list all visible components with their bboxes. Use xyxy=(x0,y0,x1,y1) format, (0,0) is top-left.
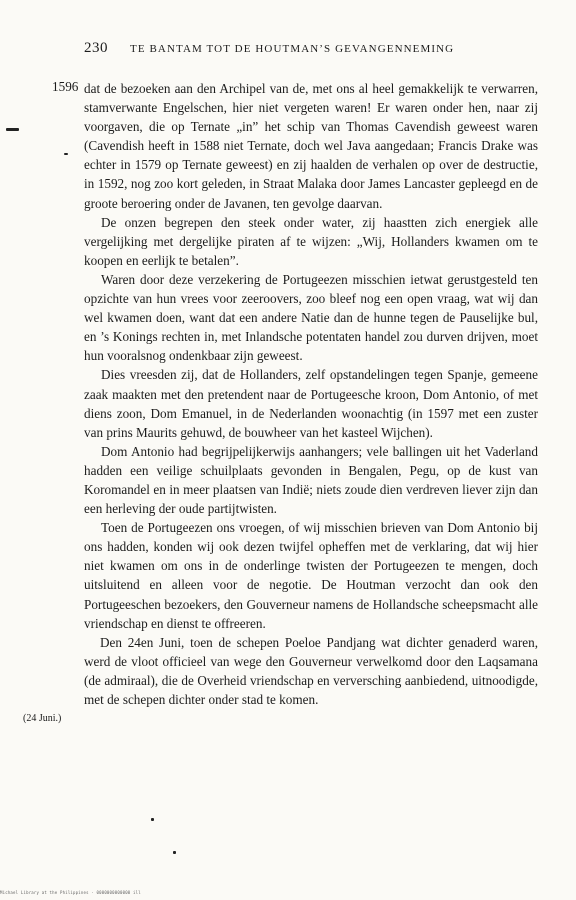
body-text xyxy=(84,79,538,709)
ink-speck xyxy=(151,818,154,821)
paragraph-3: Waren door deze verzekering de Portugeezen misschien ietwat gerustgesteld ten opzichte van hun vrees voor zeeroovers, zoo bleef nog een open vraag, wat wij dan wel kwamen doen, want dat een andere Natie dan de hunne tegen de Pauselijke bul, en ’s Konings rechten in, met Inlandsche potentaten handel zou durven drijven, moet hun vooralsnog ondenkbaar zijn geweest. xyxy=(84,271,538,364)
margin-date-note: (24 Juni.) xyxy=(23,713,62,724)
running-head xyxy=(84,40,524,57)
scan-footer: Michael Library at the Philippines · 0000000000000 ill xyxy=(0,890,141,895)
paragraph-6: Toen de Portugeezen ons vroegen, of wij misschien brieven van Dom Antonio bij ons hadden, konden wij ook dezen twijfel opheffen met de verklaring, dat wij hier niet kwamen om ons in de onderlinge twisten der Portugeezen te mengen, doch uitsluitend en alleen voor de negotie. De Houtman verzocht dan ook den Portugeeschen bezoekers, den Gouverneur namens de Hollandsche scheepsmacht alle vriendschap en dienst te offreeren. xyxy=(84,520,538,631)
margin-mark xyxy=(64,153,68,155)
paragraph-7: Den 24en Juni, toen de schepen Poeloe Pandjang wat dichter genaderd waren, werd de vloot officieel van wege den Gouverneur verwelkomd door den Laqsamana (de admiraal), die de Overheid vriendschap en verversching aanbiedend, uitnoodigde, met de schepen dichter onder stad te komen. xyxy=(84,634,538,707)
paragraph-1: dat de bezoeken aan den Archipel van de, met ons al heel gemakkelijk te verwarren, stamverwante Engelschen, hier niet vergeten waren! Er waren onder hen, naar zij voorgaven, die op Ternate „in” het schip van Thomas Cavendish geweest waren (Cavendish heeft in 1588 niet Ternate, doch wel Java aangedaan; Francis Drake was echter in 1579 op Ternate geweest) en zij haalden de verhalen op over de destructie, in 1592, nog zoo kort geleden, in Straat Malaka door James Lancaster gepleegd en de groote beroering onder de Javanen, ten gevolge daarvan. xyxy=(84,81,538,211)
paragraph-5: Dom Antonio had begrijpelijkerwijs aanhangers; vele ballingen uit het Vaderland hadden een veilige schuilplaats gevonden in Bengalen, Pegu, op de kust van Koromandel en in meer plaatsen van Indië; niets zoude dien verdreven liever zijn dan een herleving der oude partijtwisten. xyxy=(84,443,538,517)
margin-year-note: 1596 xyxy=(52,79,79,94)
paragraph-4: Dies vreesden zij, dat de Hollanders, zelf opstandelingen tegen Spanje, gemeene zaak maakten met den pretendent naar de Portugeesche kroon, Dom Antonio, of met diens zoon, Dom Emanuel, in de Nederlanden woonachtig (in 1597 met een zuster van prins Maurits gehuwd, de bouwheer van het kasteel Wijchen). xyxy=(84,367,538,440)
paragraph-2: De onzen begrepen den steek onder water, zij haastten zich energiek alle vergelijking met dergelijke piraten af te wijzen: „Wij, Hollanders kwamen om te koopen en eerlijk te betalen”. xyxy=(84,214,538,268)
ink-speck xyxy=(173,851,176,854)
page-number: 230 xyxy=(84,40,108,56)
running-head-title: TE BANTAM TOT DE HOUTMAN’S GEVANGENNEMING xyxy=(130,43,455,55)
margin-mark xyxy=(6,128,19,131)
